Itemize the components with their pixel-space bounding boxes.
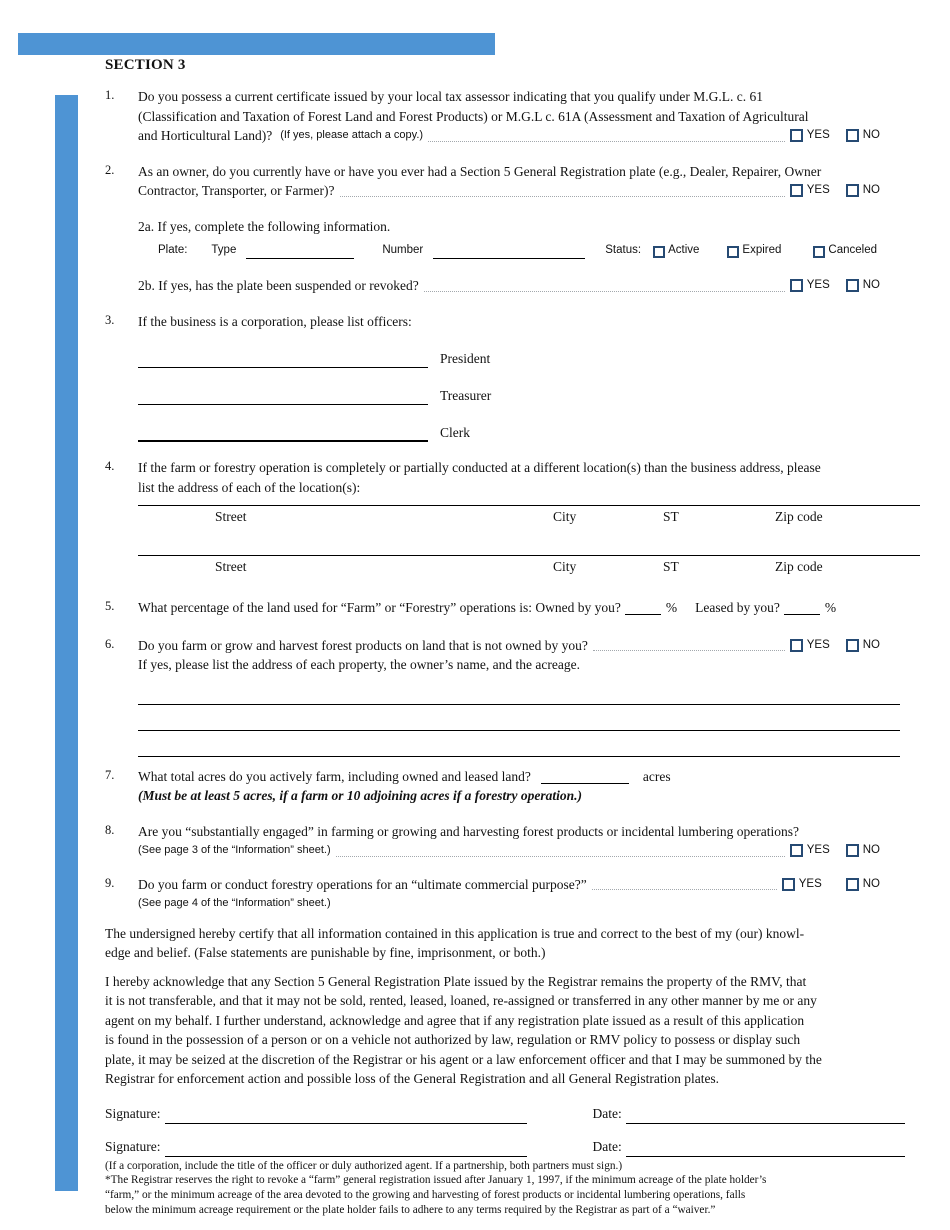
date-1-label: Date: <box>592 1105 622 1121</box>
question-7-number: 7. <box>105 767 115 782</box>
status-active-checkbox[interactable] <box>653 246 665 258</box>
question-4-text-line-2: list the address of each of the location(s): <box>138 479 361 495</box>
acres-unit-label: acres <box>642 768 671 784</box>
city-column-label: City <box>553 559 577 574</box>
question-2a-title: 2a. If yes, complete the following information. <box>138 218 391 234</box>
question-2b <box>138 276 920 296</box>
question-9 <box>105 875 920 914</box>
question-5-number: 5. <box>105 599 115 613</box>
state-column-label: ST <box>663 559 679 574</box>
fine-print-line: (If a corporation, include the title of the officer or duly authorized agent. If a partnership, both partners must sign.) <box>105 1159 623 1172</box>
question-8-note: (See page 3 of the “Information” sheet.) <box>138 844 331 856</box>
fine-print-line: *The Registrar reserves the right to revoke a “farm” general registration issued after January 1, 1997, if the minimum acreage of the plate holder’s <box>105 1174 767 1187</box>
plate-type-label: Type <box>211 244 237 256</box>
top-accent-bar <box>18 33 495 55</box>
status-active-label: Active <box>668 244 700 256</box>
zipcode-column-label: Zip code <box>775 509 823 524</box>
paragraph-line: is found in the possession of a person or on a vehicle not authorized by law, regulation or RMV policy to possess or display such <box>105 1032 801 1047</box>
question-2-number: 2. <box>105 162 115 177</box>
dotted-leader <box>592 889 777 890</box>
owned-percent-field[interactable] <box>625 600 661 615</box>
section-title: SECTION 3 <box>105 57 186 73</box>
plate-status-label: Status: <box>605 244 642 256</box>
q8-no-checkbox[interactable] <box>846 844 859 857</box>
question-1-number: 1. <box>105 88 115 102</box>
question-3-number: 3. <box>105 312 115 327</box>
q6-yes-label: YES <box>806 638 830 651</box>
q6-no-checkbox[interactable] <box>846 639 859 652</box>
leased-percent-field[interactable] <box>784 600 820 615</box>
dotted-leader <box>336 856 785 857</box>
q2-yes-checkbox[interactable] <box>790 184 803 197</box>
dotted-leader <box>593 650 785 651</box>
paragraph-line: edge and belief. (False statements are punishable by fine, imprisonment, or both.) <box>105 945 546 960</box>
treasurer-label: Treasurer <box>440 388 492 403</box>
question-2-text-line-1: As an owner, do you currently have or have you ever had a Section 5 General Registration plate (e.g., Dealer, Repairer, Owner <box>138 163 822 179</box>
question-1-text-line-3: and Horticultural Land)? <box>138 128 273 143</box>
paragraph-line: I hereby acknowledge that any Section 5 General Registration Plate issued by the Registrar remains the property of the RMV, that <box>105 973 807 989</box>
street-column-label: Street <box>215 509 247 524</box>
plate-info-row <box>138 241 920 259</box>
q2b-no-checkbox[interactable] <box>846 279 859 292</box>
question-3-text: If the business is a corporation, please list officers: <box>138 313 412 329</box>
question-1-text-line-1: Do you possess a current certificate issued by your local tax assessor indicating that you qualify under M.G.L. c. 61 <box>138 89 763 104</box>
address-row-1-labels <box>138 506 920 524</box>
q9-yes-checkbox[interactable] <box>782 878 795 891</box>
dotted-leader <box>428 141 785 142</box>
address-row-2-labels <box>138 556 920 574</box>
state-column-label: ST <box>663 509 679 524</box>
leased-percent-sign: % <box>824 600 837 615</box>
paragraph-line: Registrar for enforcement action and possible loss of the General Registration and all General Registration plates. <box>105 1071 720 1086</box>
dotted-leader <box>340 196 785 197</box>
fine-print-line: below the minimum acreage requirement or the plate holder fails to adhere to any terms required by the Registrar as part of a “waiver.” <box>105 1203 716 1216</box>
signature-row-2 <box>105 1135 920 1157</box>
question-2b-text: 2b. If yes, has the plate been suspended or revoked? <box>138 278 419 293</box>
question-9-number: 9. <box>105 875 115 890</box>
question-2a <box>138 217 920 260</box>
fine-print <box>105 1159 920 1218</box>
plate-type-field[interactable] <box>246 244 354 259</box>
q1-yes-label: YES <box>806 129 830 141</box>
question-8 <box>105 822 920 861</box>
q2-no-checkbox[interactable] <box>846 184 859 197</box>
plate-label: Plate: <box>158 244 188 256</box>
left-accent-bar <box>55 95 78 1191</box>
question-9-note: (See page 4 of the “Information” sheet.) <box>138 897 331 909</box>
officer-row-clerk <box>138 423 920 442</box>
question-5 <box>105 598 920 618</box>
street-column-label: Street <box>215 559 247 574</box>
dotted-leader <box>424 291 785 292</box>
clerk-name-field[interactable] <box>138 424 428 442</box>
paragraph-line: it is not transferable, and that it may not be sold, rented, leased, loaned, re-assigned or transferred in any other manner by me or any <box>105 993 817 1008</box>
question-2 <box>105 162 920 296</box>
q2-no-label: NO <box>862 184 880 196</box>
status-canceled-checkbox[interactable] <box>813 246 825 258</box>
fine-print-line: “farm,” or the minimum acreage of the area devoted to the growing and harvesting of forest products or incidental lumbering operations, falls <box>105 1189 746 1202</box>
acknowledgment-paragraph <box>105 972 920 1089</box>
q1-no-label: NO <box>862 129 880 141</box>
city-column-label: City <box>553 509 577 524</box>
question-4 <box>105 458 920 574</box>
total-acres-field[interactable] <box>541 769 629 784</box>
treasurer-name-field[interactable] <box>138 387 428 405</box>
q6-no-label: NO <box>862 638 880 651</box>
q2b-yes-checkbox[interactable] <box>790 279 803 292</box>
date-1-field[interactable] <box>626 1106 905 1124</box>
question-5-text: What percentage of the land used for “Farm” or “Forestry” operations is: Owned by you? <box>138 600 621 615</box>
signature-1-label: Signature: <box>105 1105 161 1121</box>
president-label: President <box>440 351 491 366</box>
q2b-yes-label: YES <box>806 279 830 291</box>
question-6-number: 6. <box>105 636 115 651</box>
property-line-2-field[interactable] <box>138 705 900 731</box>
question-9-text-line-1: Do you farm or conduct forestry operations for an “ultimate commercial purpose?” <box>138 876 587 892</box>
question-4-text-line-1: If the farm or forestry operation is completely or partially conducted at a different location(s) than the business address, please <box>138 460 821 475</box>
q2-yes-label: YES <box>806 184 830 196</box>
question-6 <box>105 636 920 757</box>
q8-yes-label: YES <box>806 844 830 856</box>
q2b-no-label: NO <box>862 279 880 291</box>
question-1-note: (If yes, please attach a copy.) <box>280 129 424 141</box>
question-7-text: What total acres do you actively farm, including owned and leased land? <box>138 768 531 784</box>
status-expired-checkbox[interactable] <box>727 246 739 258</box>
plate-number-field[interactable] <box>433 244 585 259</box>
q1-yes-checkbox[interactable] <box>790 129 803 142</box>
question-7-note: (Must be at least 5 acres, if a farm or 10 adjoining acres if a forestry operation.) <box>138 788 582 803</box>
status-canceled-label: Canceled <box>828 244 877 256</box>
signature-1-field[interactable] <box>165 1106 527 1124</box>
form-section-3 <box>105 57 920 1218</box>
question-6-text-line-1: Do you farm or grow and harvest forest products on land that is not owned by you? <box>138 637 588 653</box>
question-1 <box>105 87 920 146</box>
question-3 <box>105 312 920 443</box>
owned-percent-sign: % <box>665 600 678 615</box>
question-7 <box>105 767 920 806</box>
president-name-field[interactable] <box>138 350 428 368</box>
question-1-text-line-2: (Classification and Taxation of Forest Land and Forest Products) or M.G.L c. 61A (Assessment and Taxation of Agricultural <box>138 108 809 124</box>
q1-no-checkbox[interactable] <box>846 129 859 142</box>
officer-row-treasurer <box>138 386 920 405</box>
q8-no-label: NO <box>862 844 880 856</box>
signature-2-field[interactable] <box>165 1139 527 1157</box>
zipcode-column-label: Zip code <box>775 559 823 574</box>
question-8-text-line-1: Are you “substantially engaged” in farming or growing and harvesting forest products or incidental lumbering operations? <box>138 823 799 839</box>
question-5-leased-text: Leased by you? <box>695 600 780 615</box>
paragraph-line: agent on my behalf. I further understand, acknowledge and agree that if any registration plate issued as a result of this application <box>105 1012 805 1028</box>
question-8-number: 8. <box>105 822 115 837</box>
q8-yes-checkbox[interactable] <box>790 844 803 857</box>
question-6-text-line-2: If yes, please list the address of each property, the owner’s name, and the acreage. <box>138 657 580 672</box>
clerk-label: Clerk <box>440 425 470 440</box>
signature-2-label: Signature: <box>105 1138 161 1154</box>
q9-no-checkbox[interactable] <box>846 878 859 891</box>
property-line-1-field[interactable] <box>138 679 900 705</box>
date-2-label: Date: <box>592 1138 622 1154</box>
plate-number-label: Number <box>382 244 424 256</box>
signature-row-1 <box>105 1102 920 1124</box>
q6-yes-checkbox[interactable] <box>790 639 803 652</box>
q9-no-label: NO <box>862 877 880 890</box>
q9-yes-label: YES <box>798 877 822 890</box>
officer-row-president <box>138 349 920 368</box>
status-expired-label: Expired <box>742 244 782 256</box>
question-4-number: 4. <box>105 459 115 473</box>
certification-paragraph <box>105 924 920 963</box>
paragraph-line: The undersigned hereby certify that all information contained in this application is true and correct to the best of my (our) knowl- <box>105 925 805 941</box>
property-line-3-field[interactable] <box>138 731 900 757</box>
question-2-text-line-2: Contractor, Transporter, or Farmer)? <box>138 183 335 198</box>
paragraph-line: plate, it may be seized at the discretion of the Registrar or his agent or a law enforcement officer and that I may be summoned by the <box>105 1051 822 1067</box>
date-2-field[interactable] <box>626 1139 905 1157</box>
